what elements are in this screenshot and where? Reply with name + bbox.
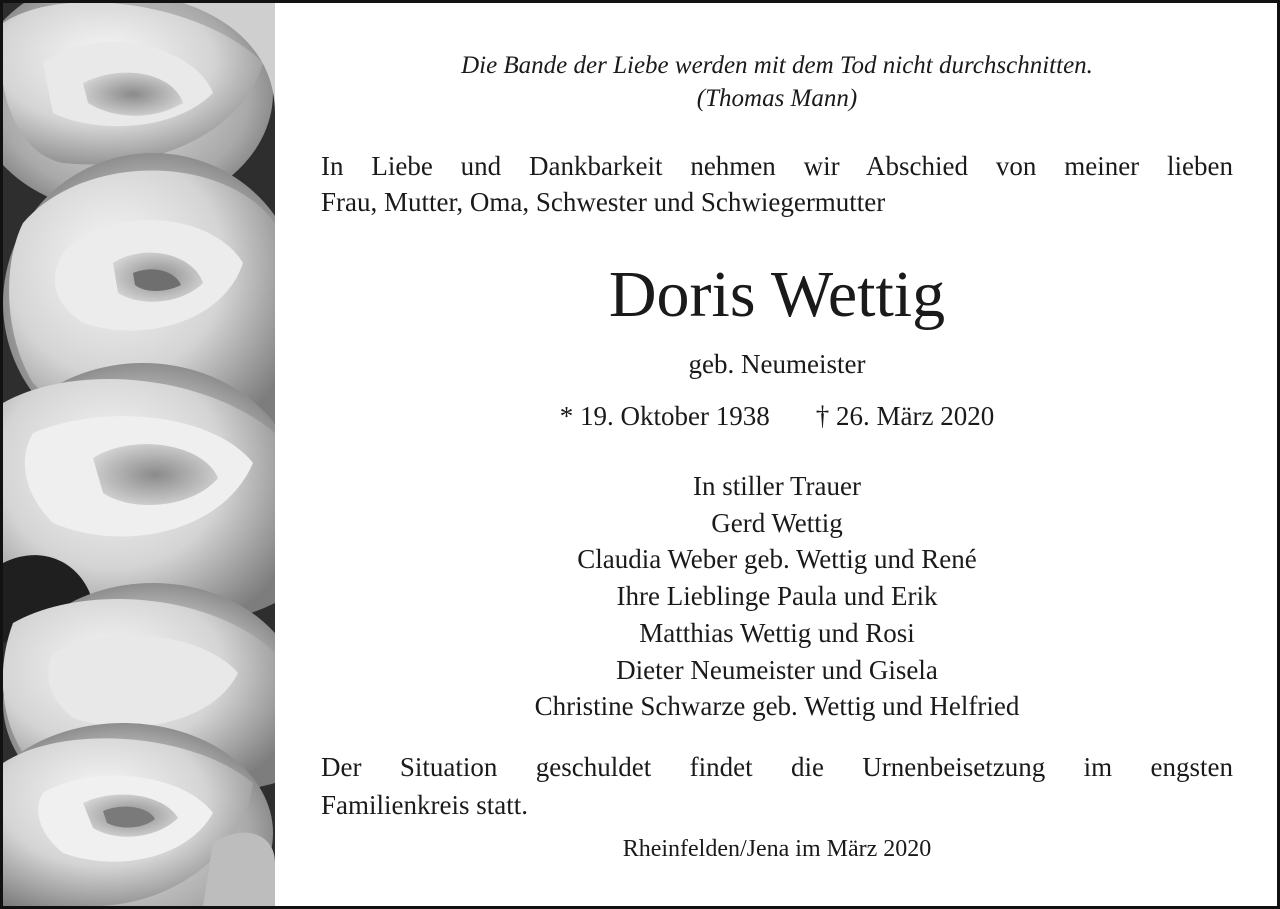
intro-paragraph [321, 148, 1233, 220]
mourner: Christine Schwarze geb. Wettig und Helfried [534, 691, 1020, 722]
mourners-list [321, 468, 1233, 725]
funeral-note-line-1: Der Situation geschuldet findet die Urnenbeisetzung im engsten [321, 752, 1233, 782]
mourner: Dieter Neumeister und Gisela [616, 654, 938, 685]
obituary-text [321, 3, 1233, 906]
deceased-name: Doris Wettig [608, 258, 946, 331]
intro-line-1: In Liebe und Dankbarkeit nehmen wir Abschied von meiner lieben [321, 151, 1233, 181]
birth-name: geb. Neumeister [688, 349, 866, 379]
mourner: Gerd Wettig [711, 507, 843, 538]
death-date: † 26. März 2020 [815, 401, 995, 431]
roses-photo [3, 3, 275, 906]
place-and-date: Rheinfelden/Jena im März 2020 [622, 836, 932, 862]
mourner: Ihre Lieblinge Paula und Erik [616, 581, 938, 612]
quote-text: Die Bande der Liebe werden mit dem Tod nicht durchschnitten. [461, 52, 1093, 79]
mourner: Matthias Wettig und Rosi [639, 617, 915, 648]
intro-line-2: Frau, Mutter, Oma, Schwester und Schwiegermutter [321, 187, 886, 217]
birth-date: * 19. Oktober 1938 [559, 401, 770, 431]
funeral-note [321, 748, 1233, 824]
quote [321, 49, 1233, 115]
life-dates [321, 398, 1233, 434]
mourners-heading: In stiller Trauer [693, 471, 861, 501]
mourner: Claudia Weber geb. Wettig und René [577, 544, 977, 575]
roses-illustration [3, 3, 275, 906]
funeral-note-line-2: Familienkreis statt. [321, 790, 528, 820]
quote-author: (Thomas Mann) [696, 85, 858, 112]
